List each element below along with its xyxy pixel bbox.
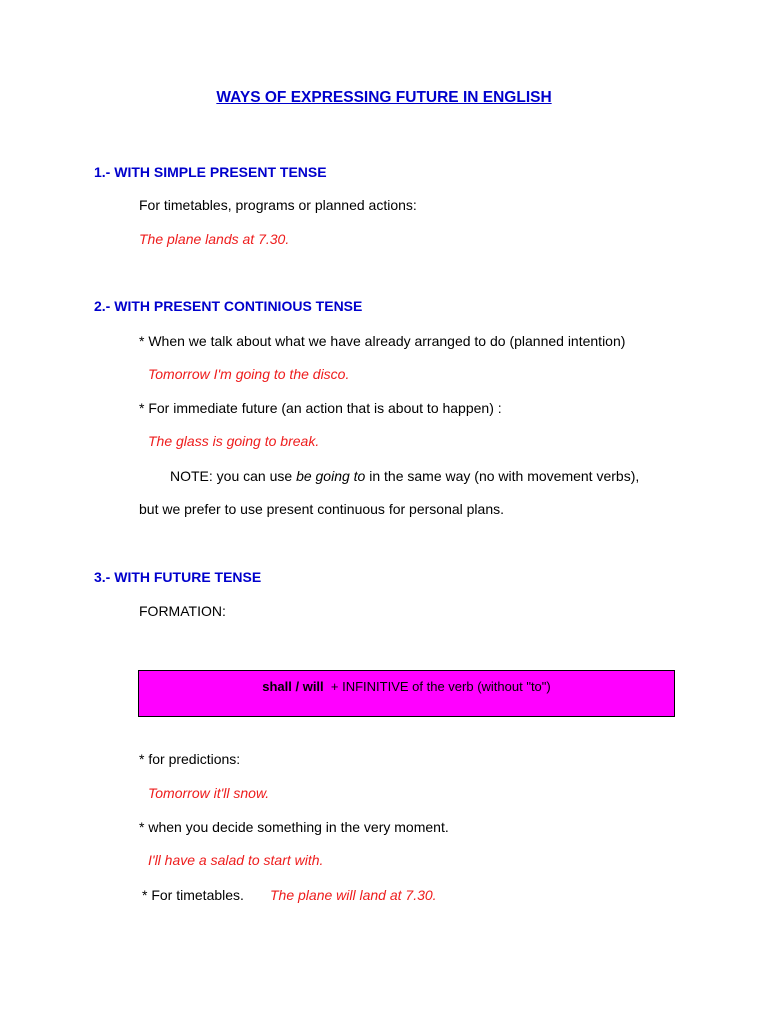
- section1-heading: 1.- WITH SIMPLE PRESENT TENSE: [94, 164, 327, 180]
- note-italic: be going to: [296, 468, 366, 484]
- section1-text: For timetables, programs or planned actions:: [139, 197, 417, 213]
- section2-note-line2: but we prefer to use present continuous for personal plans.: [139, 501, 504, 517]
- formula-bold: shall / will: [262, 679, 324, 694]
- section3-point3: * For timetables.: [142, 887, 244, 903]
- formula-text: [138, 680, 675, 693]
- section3-example3: The plane will land at 7.30.: [270, 887, 437, 903]
- note-prefix: NOTE: you can use: [170, 468, 297, 484]
- section2-point2: * For immediate future (an action that is about to happen) :: [139, 400, 502, 416]
- section2-example2: The glass is going to break.: [148, 433, 320, 449]
- section2-example1: Tomorrow I'm going to the disco.: [148, 366, 350, 382]
- section3-example2: I'll have a salad to start with.: [148, 852, 324, 868]
- section3-point1: * for predictions:: [139, 751, 241, 767]
- section2-note: [170, 469, 639, 483]
- section1-example: The plane lands at 7.30.: [139, 231, 290, 247]
- section2-heading: 2.- WITH PRESENT CONTINIOUS TENSE: [94, 298, 363, 314]
- section3-point2: * when you decide something in the very moment.: [139, 819, 449, 835]
- note-suffix: in the same way (no with movement verbs),: [365, 468, 640, 484]
- section2-point1: * When we talk about what we have already arranged to do (planned intention): [139, 333, 626, 349]
- section3-formation: FORMATION:: [139, 603, 226, 619]
- formula-rest: + INFINITIVE of the verb (without "to"): [323, 679, 551, 694]
- section3-heading: 3.- WITH FUTURE TENSE: [94, 569, 262, 585]
- section3-example1: Tomorrow it'll snow.: [148, 785, 270, 801]
- document-title: WAYS OF EXPRESSING FUTURE IN ENGLISH: [216, 89, 552, 106]
